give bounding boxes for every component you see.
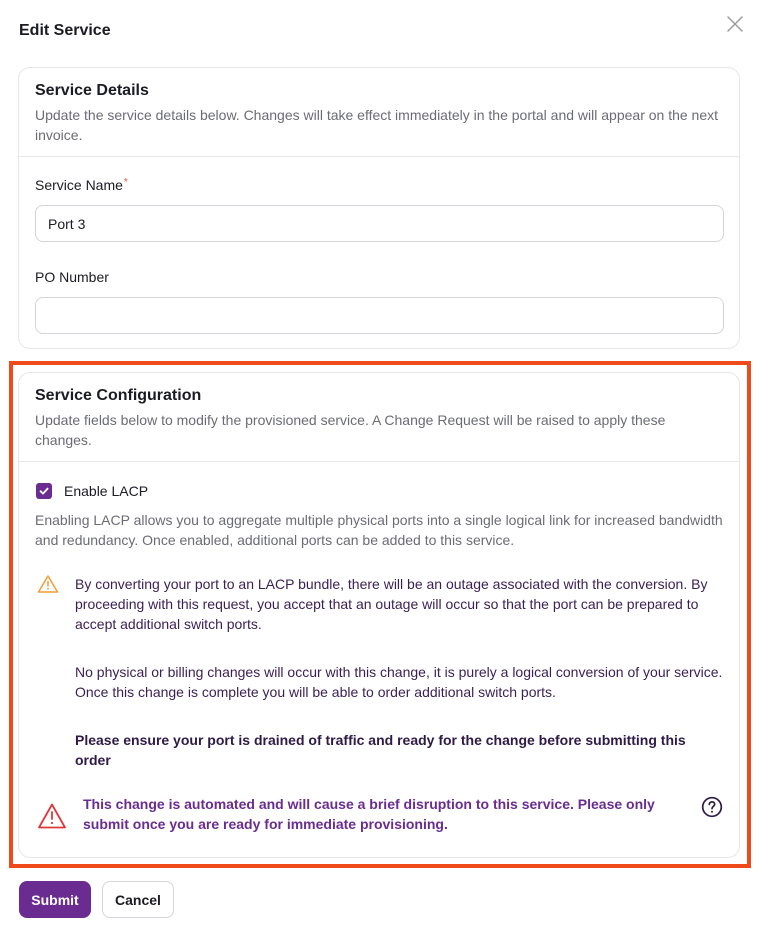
enable-lacp-row[interactable] [36,483,148,499]
close-button[interactable] [725,14,745,34]
enable-lacp-checkbox[interactable] [36,483,52,499]
service-name-label-text: Service Name [35,177,123,193]
service-details-card [18,67,740,349]
service-configuration-card [18,372,740,858]
enable-lacp-label[interactable]: Enable LACP [64,483,149,499]
warning-triangle-icon [37,574,59,594]
service-name-input[interactable] [35,205,724,242]
modal-title: Edit Service [19,22,111,39]
close-icon [725,14,745,34]
service-name-label [35,177,128,193]
danger-triangle-icon [37,802,67,830]
automation-warning-text: This change is automated and will cause a brief disruption to this service. Please only submit once you are ready for immediate provisioning. [83,796,655,832]
warning-paragraph-2: No physical or billing changes will occur with this change, it is purely a logical conversion of your service. Once this change is complete you will be able to order additional switch ports. [75,664,723,700]
service-configuration-description: Update fields below to modify the provisioned service. A Change Request will be raised to apply these changes. [35,412,666,448]
po-number-input[interactable] [35,297,724,334]
required-marker: * [123,177,128,188]
check-icon [38,485,50,497]
service-configuration-title: Service Configuration [35,387,202,404]
warning-paragraph-1: By converting your port to an LACP bundle, there will be an outage associated with the conversion. By proceeding with this request, you accept that an outage will occur so that the port can be prepared to accept additional switch ports. [75,576,708,632]
submit-button[interactable]: Submit [19,881,91,918]
service-details-title: Service Details [35,82,149,99]
help-circle-icon[interactable] [701,796,723,818]
service-configuration-header [19,373,739,462]
service-details-description: Update the service details below. Changes will take effect immediately in the portal and will appear on the next invoice. [35,107,719,143]
service-details-header [19,68,739,157]
cancel-button[interactable]: Cancel [102,881,174,918]
lacp-helper-text: Enabling LACP allows you to aggregate multiple physical ports into a single logical link for increased bandwidth and redundancy. Once enabled, additional ports can be added to this service. [35,512,723,548]
warning-paragraph-3: Please ensure your port is drained of traffic and ready for the change before submitting this order [75,732,686,768]
po-number-label: PO Number [35,269,109,285]
